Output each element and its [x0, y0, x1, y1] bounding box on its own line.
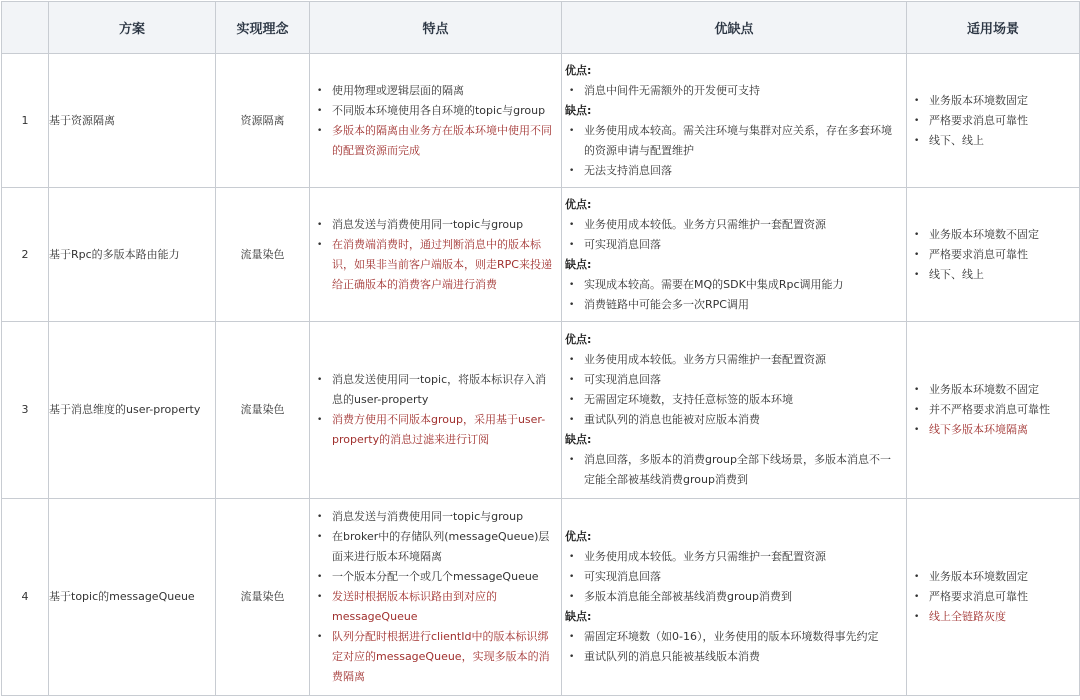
- features-list: [310, 507, 561, 687]
- list-item: • 需固定环境数（如0-16），业务使用的版本环境数得事先约定: [562, 627, 906, 647]
- table-row: [2, 188, 1080, 322]
- list-item: • 严格要求消息可靠性: [907, 111, 1079, 131]
- features-cell: [310, 499, 562, 696]
- pros-list: [562, 215, 906, 255]
- list-item: • 多版本的隔离由业务方在版本环境中使用不同的配置资源而完成: [310, 121, 561, 161]
- list-item: • 可实现消息回落: [562, 567, 906, 587]
- row-index: 2: [2, 188, 49, 322]
- table-row: [2, 322, 1080, 499]
- header-index: [2, 2, 49, 54]
- features-cell: [310, 188, 562, 322]
- features-cell: [310, 322, 562, 499]
- pros-list: [562, 547, 906, 607]
- list-item: • 一个版本分配一个或几个messageQueue: [310, 567, 561, 587]
- cons-label: 缺点:: [565, 103, 592, 117]
- list-item: • 并不严格要求消息可靠性: [907, 400, 1079, 420]
- list-item: • 严格要求消息可靠性: [907, 245, 1079, 265]
- scenarios-cell: [907, 499, 1080, 696]
- row-index: 3: [2, 322, 49, 499]
- header-features: 特点: [310, 2, 562, 54]
- scheme-cell: 基于Rpc的多版本路由能力: [49, 188, 216, 322]
- list-item: • 业务使用成本较低。业务方只需维护一套配置资源: [562, 547, 906, 567]
- scenarios-cell: [907, 188, 1080, 322]
- list-item: • 业务版本环境数固定: [907, 91, 1079, 111]
- list-item: • 业务版本环境数不固定: [907, 380, 1079, 400]
- header-row: [2, 2, 1080, 54]
- header-pros-cons: 优缺点: [562, 2, 907, 54]
- cons-label: 缺点:: [565, 610, 592, 623]
- pros-list: [562, 350, 906, 430]
- scheme-cell: 基于消息维度的user-property: [49, 322, 216, 499]
- scenarios-cell: [907, 322, 1080, 499]
- header-scenarios: 适用场景: [907, 2, 1080, 54]
- concept-cell: 流量染色: [216, 322, 310, 499]
- list-item: • 消息发送使用同一topic，将版本标识存入消息的user-property: [310, 370, 561, 410]
- list-item: • 重试队列的消息只能被基线版本消费: [562, 647, 906, 667]
- scenarios-list: [907, 225, 1079, 285]
- scenarios-list: [907, 91, 1079, 151]
- list-item: • 发送时根据版本标识路由到对应的messageQueue: [310, 587, 561, 627]
- list-item: • 严格要求消息可靠性: [907, 587, 1079, 607]
- list-item: • 队列分配时根据进行clientId中的版本标识绑定对应的messageQueue，实现多版本的消费隔离: [310, 627, 561, 687]
- list-item: • 业务使用成本较低。业务方只需维护一套配置资源: [562, 215, 906, 235]
- list-item: • 业务使用成本较高。需关注环境与集群对应关系，存在多套环境的资源申请与配置维护: [562, 121, 906, 161]
- cons-label: 缺点:: [565, 433, 592, 446]
- cons-label: 缺点:: [565, 257, 592, 271]
- pros-label: 优点:: [565, 63, 592, 77]
- list-item: • 实现成本较高。需要在MQ的SDK中集成Rpc调用能力: [562, 275, 906, 295]
- list-item: • 使用物理或逻辑层面的隔离: [310, 81, 561, 101]
- list-item: • 线下、线上: [907, 265, 1079, 285]
- table-row: [2, 54, 1080, 188]
- concept-cell: 资源隔离: [216, 54, 310, 188]
- header-concept: 实现理念: [216, 2, 310, 54]
- list-item: • 线下多版本环境隔离: [907, 420, 1079, 440]
- pros-cons-cell: [562, 322, 907, 499]
- list-item: • 不同版本环境使用各自环境的topic与group: [310, 101, 561, 121]
- list-item: • 业务版本环境数固定: [907, 567, 1079, 587]
- cons-list: [562, 121, 906, 181]
- list-item: • 消息中间件无需额外的开发便可支持: [562, 81, 906, 101]
- pros-label: 优点:: [565, 530, 592, 543]
- list-item: • 在broker中的存储队列(messageQueue)层面来进行版本环境隔离: [310, 527, 561, 567]
- pros-cons-cell: [562, 54, 907, 188]
- pros-list: [562, 81, 906, 101]
- header-scheme: 方案: [49, 2, 216, 54]
- list-item: • 线上全链路灰度: [907, 607, 1079, 627]
- list-item: • 消息发送与消费使用同一topic与group: [310, 507, 561, 527]
- row-index: 4: [2, 499, 49, 696]
- list-item: • 消息回落，多版本的消费group全部下线场景，多版本消息不一定能全部被基线消费group消费到: [562, 450, 906, 490]
- cons-list: [562, 275, 906, 315]
- comparison-table: [1, 1, 1080, 696]
- pros-cons-cell: [562, 499, 907, 696]
- list-item: • 消费方使用不同版本group，采用基于user-property的消息过滤来进行订阅: [310, 410, 561, 450]
- table-row: [2, 499, 1080, 696]
- pros-cons-cell: [562, 188, 907, 322]
- scenarios-cell: [907, 54, 1080, 188]
- scenarios-list: [907, 567, 1079, 627]
- scheme-cell: 基于资源隔离: [49, 54, 216, 188]
- pros-label: 优点:: [565, 197, 592, 211]
- features-cell: [310, 54, 562, 188]
- cons-list: [562, 450, 906, 490]
- list-item: • 消息发送与消费使用同一topic与group: [310, 215, 561, 235]
- list-item: • 可实现消息回落: [562, 370, 906, 390]
- list-item: • 线下、线上: [907, 131, 1079, 151]
- concept-cell: 流量染色: [216, 499, 310, 696]
- features-list: [310, 370, 561, 450]
- list-item: • 无法支持消息回落: [562, 161, 906, 181]
- list-item: • 可实现消息回落: [562, 235, 906, 255]
- features-list: [310, 81, 561, 161]
- features-list: [310, 215, 561, 295]
- scenarios-list: [907, 380, 1079, 440]
- list-item: • 重试队列的消息也能被对应版本消费: [562, 410, 906, 430]
- list-item: • 无需固定环境数，支持任意标签的版本环境: [562, 390, 906, 410]
- list-item: • 业务使用成本较低。业务方只需维护一套配置资源: [562, 350, 906, 370]
- pros-label: 优点:: [565, 333, 592, 346]
- list-item: • 在消费端消费时，通过判断消息中的版本标识，如果非当前客户端版本，则走RPC来投递给正确版本的消费客户端进行消费: [310, 235, 561, 295]
- scheme-cell: 基于topic的messageQueue: [49, 499, 216, 696]
- row-index: 1: [2, 54, 49, 188]
- cons-list: [562, 627, 906, 667]
- concept-cell: 流量染色: [216, 188, 310, 322]
- list-item: • 消费链路中可能会多一次RPC调用: [562, 295, 906, 315]
- list-item: • 业务版本环境数不固定: [907, 225, 1079, 245]
- list-item: • 多版本消息能全部被基线消费group消费到: [562, 587, 906, 607]
